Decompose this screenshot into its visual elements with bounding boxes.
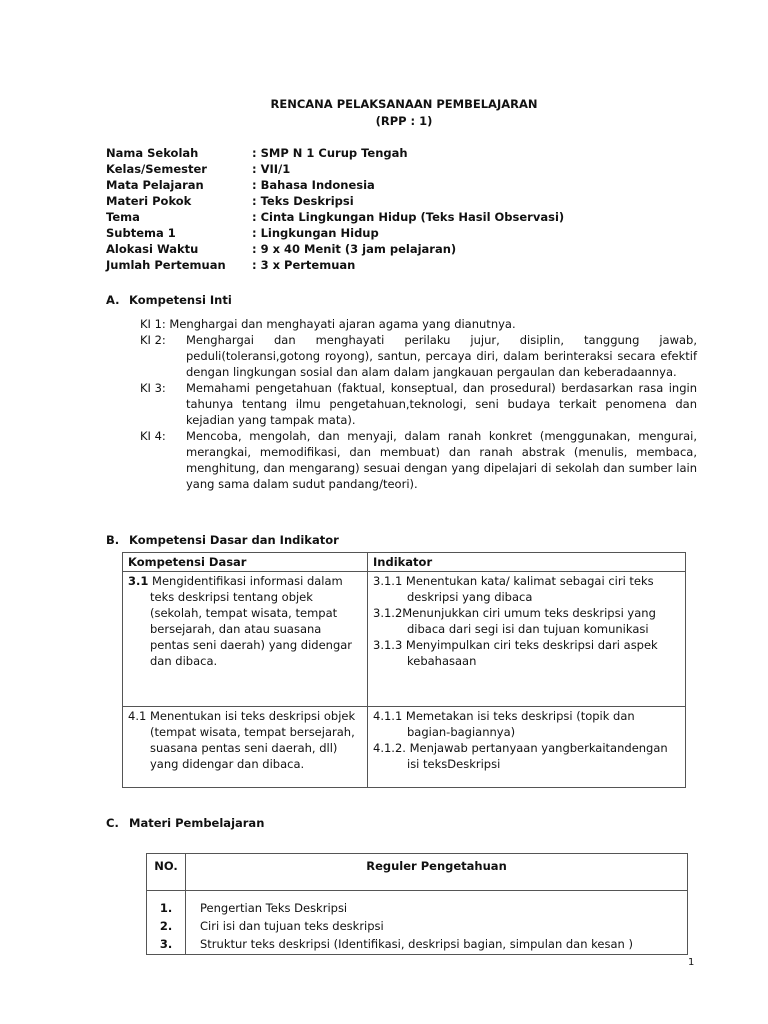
indicator-item: 3.1.3 Menyimpulkan ciri teks deskripsi dari aspek kebahasaan <box>373 638 658 668</box>
column-header: Reguler Pengetahuan <box>186 854 688 891</box>
ki-item: KI 3: Memahami pengetahuan (faktual, konseptual, dan prosedural) berdasarkan rasa ingin tahunya tentang ilmu pengetahuan,teknologi, seni budaya terkait penomena dan kejadian yang tampak mata). <box>140 381 697 427</box>
kompetensi-dasar-table <box>122 552 686 788</box>
list-item: Ciri isi dan tujuan teks deskripsi <box>200 919 384 933</box>
table-header-row <box>123 553 686 572</box>
kd-cell: 4.1 Menentukan isi teks deskripsi objek (tempat wisata, tempat bersejarah, suasana pentas seni daerah, dll) yang didengar dan dibaca. <box>123 707 368 788</box>
section-b-heading: B. Kompetensi Dasar dan Indikator <box>106 533 339 547</box>
table-row <box>123 707 686 788</box>
document-page: RENCANA PELAKSANAAN PEMBELAJARAN (RPP : 1) Nama Sekolah : SMP N 1 Curup Tengah Kelas/Semester : VII/1 Mata Pelajaran : Bahasa Indonesia Materi Pokok : Teks Deskripsi Tema : Cinta Lingkungan Hidup (Teks Hasil Observasi) Subtema 1 : Lingkungan Hidup Alokasi Waktu : 9 x 40 Menit (3 jam pelajaran) Jumlah Pertemuan : 3 x Pertemuan A. Kompetensi Inti KI 1: Menghargai dan menghayati ajaran agama yang dianutnya. KI 2: Menghargai dan menghayati perilaku jujur, disiplin, tanggung jawab, peduli(toleransi,gotong royong), santun, percaya diri, dalam berinteraksi secara efektif dengan lingkungan sosial dan alam dalam jangkauan pergaulan dan keberadaannya. KI 3: Memahami pengetahuan (faktual, konseptual, dan prosedural) berdasarkan rasa ingin tahunya tentang ilmu pengetahuan,teknologi, seni budaya terkait penomena dan kejadian yang tampak mata). KI 4: Mencoba, mengolah, dan menyaji, dalam ranah konkret (menggunakan, mengurai, merangkai, memodifikasi, dan membuat) dan ranah abstrak (menulis, membaca, menghitung, dan mengarang) sesuai dengan yang dipelajari di sekolah dan sumber lain yang sama dalam sudut pandang/teori). B. Kompetensi Dasar dan Indikator Kompetensi Dasar Indikator 3.1 Mengidentifikasi informasi dalam teks deskripsi tentang objek (sekolah, tempat wisata, tempat bersejarah, dan atau suasana pentas seni daerah) yang didengar dan dibaca. 3.1.1 Menentukan kata/ kalimat sebagai ciri teks deskripsi yang dibaca 3.1.2Menunjukkan ciri umum teks deskripsi yang dibaca dari segi isi dan tujuan komunikasi 3.1.3 Menyimpulkan ciri teks deskripsi dari aspek kebahasaan 4.1 Menentukan isi teks deskripsi objek (tempat wisata, tempat bersejarah, suasana pentas seni daerah, dll) yang didengar dan dibaca. 4.1.1 Memetakan isi teks deskripsi (topik dan bagian-bagiannya) 4.1.2. Menjawab pertanyaan yangberkaitandengan isi teksDeskripsi C. Materi Pembelajaran NO. Reguler Pengetahuan 1. 2. 3. Pengertian Teks Deskripsi Ciri isi dan tujuan teks deskripsi Struktur teks deskripsi (Identifikasi, deskripsi bagian, simpulan dan kesan ) 1 <box>0 0 768 1024</box>
indicator-item: 3.1.1 Menentukan kata/ kalimat sebagai ciri teks deskripsi yang dibaca <box>373 574 654 604</box>
materi-pembelajaran-table <box>146 853 688 955</box>
indicator-item: 3.1.2Menunjukkan ciri umum teks deskripsi yang dibaca dari segi isi dan tujuan komunikasi <box>373 606 656 636</box>
table-row <box>147 891 688 955</box>
row-items <box>186 891 688 955</box>
kompetensi-inti-list <box>140 316 697 492</box>
indicator-item: 4.1.1 Memetakan isi teks deskripsi (topik dan bagian-bagiannya) <box>373 709 635 739</box>
section-a-heading: A. Kompetensi Inti <box>106 293 232 307</box>
column-header: Kompetensi Dasar <box>123 553 368 572</box>
row-numbers: 1. 2. 3. <box>147 891 186 955</box>
doc-subtitle: (RPP : 1) <box>375 114 433 128</box>
doc-title: RENCANA PELAKSANAAN PEMBELAJARAN <box>270 97 538 111</box>
indicator-cell <box>368 572 686 707</box>
column-header: Indikator <box>368 553 686 572</box>
indicator-cell <box>368 707 686 788</box>
table-header-row <box>147 854 688 891</box>
ki-item: KI 1: Menghargai dan menghayati ajaran agama yang dianutnya. <box>140 317 516 331</box>
ki-item: KI 4: Mencoba, mengolah, dan menyaji, dalam ranah konkret (menggunakan, mengurai, merangkai, memodifikasi, dan membuat) dan ranah abstrak (menulis, membaca, menghitung, dan mengarang) sesuai dengan yang dipelajari di sekolah dan sumber lain yang sama dalam sudut pandang/teori). <box>140 429 697 491</box>
indicator-item: 4.1.2. Menjawab pertanyaan yangberkaitandengan isi teksDeskripsi <box>373 741 668 771</box>
ki-item: KI 2: Menghargai dan menghayati perilaku jujur, disiplin, tanggung jawab, peduli(toleransi,gotong royong), santun, percaya diri, dalam berinteraksi secara efektif dengan lingkungan sosial dan alam dalam jangkauan pergaulan dan keberadaannya. <box>140 333 697 379</box>
kd-cell: 3.1 Mengidentifikasi informasi dalam teks deskripsi tentang objek (sekolah, tempat wisata, tempat bersejarah, dan atau suasana pentas seni daerah) yang didengar dan dibaca. <box>123 572 368 707</box>
column-header: NO. <box>147 854 186 891</box>
section-c-heading: C. Materi Pembelajaran <box>106 816 265 830</box>
table-row <box>123 572 686 707</box>
page-number: 1 <box>688 957 695 968</box>
list-item: Struktur teks deskripsi (Identifikasi, deskripsi bagian, simpulan dan kesan ) <box>200 937 633 951</box>
list-item: Pengertian Teks Deskripsi <box>200 901 348 915</box>
